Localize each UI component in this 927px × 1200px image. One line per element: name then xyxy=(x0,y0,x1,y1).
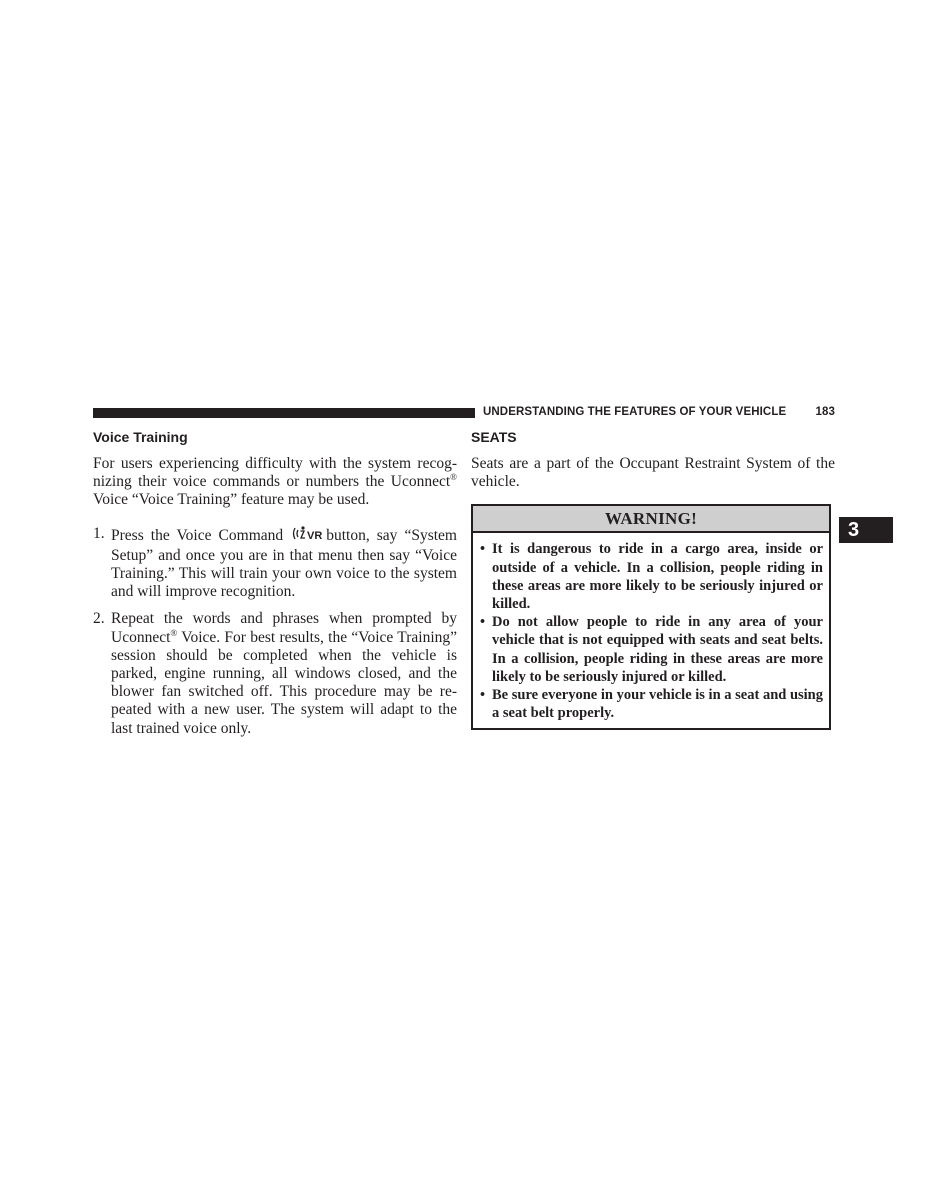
step-text-continued: Voice. For best results, the “Voice Training” session should be completed when the vehicle is parked, engine running, all windows closed, and the blower fan switched off. This procedure may be re- peated with a new user. The system will adapt to the last trained voice only. xyxy=(111,628,457,737)
voice-training-intro xyxy=(93,455,457,510)
registered-mark: ® xyxy=(170,627,178,638)
step-text: Press the Voice Command xyxy=(111,526,291,544)
warning-text: Do not allow people to ride in any area of your vehicle that is not equipped with seats and seat belts. In a collision, people riding in these areas are more likely to be seriously injured or killed. xyxy=(492,614,823,685)
list-item xyxy=(479,613,823,686)
page-number: 183 xyxy=(815,406,835,418)
list-item xyxy=(479,686,823,722)
intro-text-end: Voice “Voice Training” feature may be used. xyxy=(93,491,370,509)
step-number: 2. xyxy=(93,610,105,628)
bullet: • xyxy=(480,687,486,704)
seats-intro: Seats are a part of the Occupant Restraint System of the vehicle. xyxy=(471,455,835,491)
warning-list xyxy=(473,533,829,728)
bullet: • xyxy=(480,541,486,558)
step-number: 1. xyxy=(93,524,105,542)
list-item xyxy=(93,525,457,602)
warning-text: Be sure everyone in your vehicle is in a seat and using a seat belt properly. xyxy=(492,687,823,722)
right-column xyxy=(471,428,835,730)
warning-box xyxy=(471,504,831,730)
voice-command-icon xyxy=(291,525,325,547)
left-column xyxy=(93,428,457,747)
registered-mark: ® xyxy=(450,472,457,483)
section-heading-seats: SEATS xyxy=(471,429,517,445)
step-text-continued: button, say “System Setup” and once you are in that menu then say “Voice Training.” This will train your own voice to the system and will improve recognition. xyxy=(111,526,457,601)
list-item xyxy=(479,540,823,613)
running-head xyxy=(483,406,835,418)
voice-training-steps xyxy=(93,525,457,738)
header-rule-bar xyxy=(93,408,475,418)
chapter-tab: 3 xyxy=(839,517,893,543)
warning-text: It is dangerous to ride in a cargo area, inside or outside of a vehicle. In a collision, people riding in these areas are more likely to be seriously injured or killed. xyxy=(492,541,823,613)
intro-text: For users experiencing difficulty with the system recog- nizing their voice commands or numbers the Uconnect xyxy=(93,455,457,491)
section-heading-voice-training: Voice Training xyxy=(93,429,188,445)
running-title: UNDERSTANDING THE FEATURES OF YOUR VEHICLE xyxy=(483,406,787,418)
svg-text:VR: VR xyxy=(307,529,323,542)
bullet: • xyxy=(480,614,486,631)
list-item xyxy=(93,610,457,737)
warning-title: WARNING! xyxy=(473,506,829,533)
step-text: Repeat the words and phrases when prompted by Uconnect xyxy=(111,610,457,646)
